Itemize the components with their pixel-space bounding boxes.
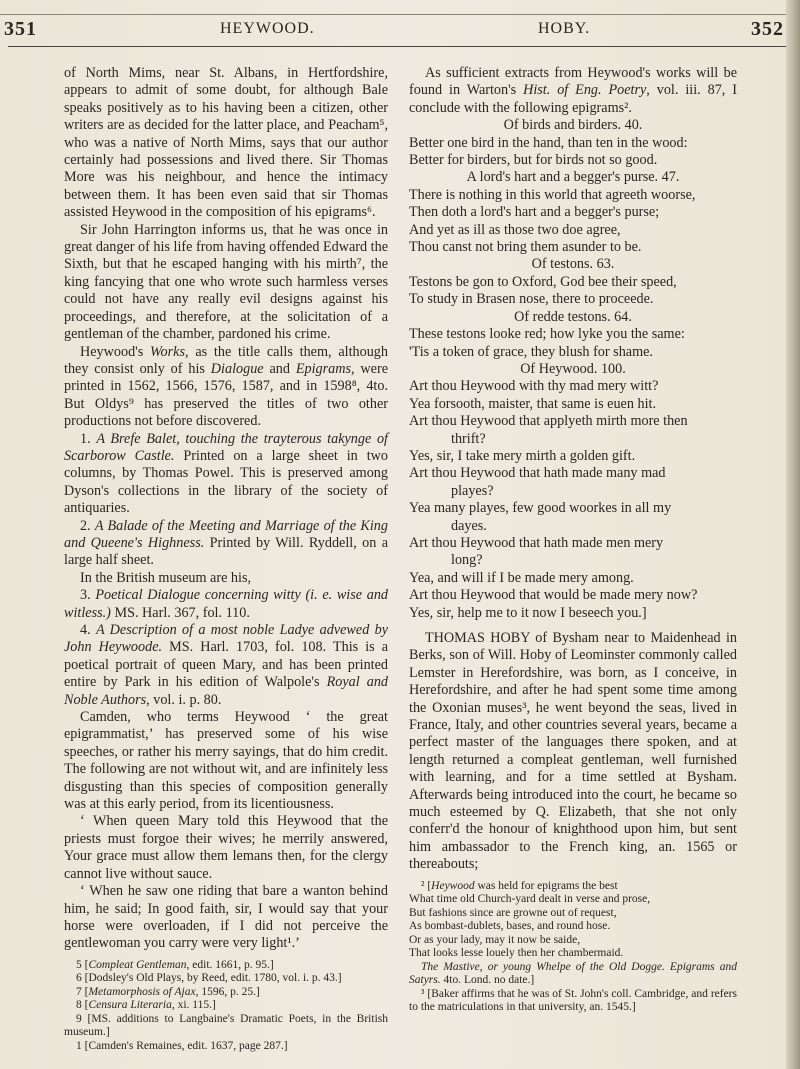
verse-line: long? [451,552,483,569]
verse-line: These testons looke red; how lyke you the same: [409,326,685,343]
footnote-1: 1 [Camden's Remaines, edit. 1637, page 287.] [76,1039,288,1052]
page-number-left: 351 [4,18,37,40]
left-paragraph-2: Sir John Harrington informs us, that he was once in great danger of his life from having offended Edward the Sixth, but that he escaped hanging with his mirth⁷, the king fancying that one who wrote such harmless verses could not have any really evil designs against his proceedings, and therefore, at the solicitation of a gentleman of the chamber, pardoned his crime. [64,221,388,343]
epigram-heading-64: Of redde testons. 64. [514,308,632,325]
verse-line: Art thou Heywood with thy mad mery witt? [409,378,659,395]
running-header [0,20,786,44]
footnote-9: 9 [MS. additions to Langbaine's Dramatic Poets, in the British museum.] [64,1012,388,1039]
verse-line: Yes, sir, help me to it now I beseech you.] [409,604,647,621]
verse-line: dayes. [451,517,487,534]
running-head-right: HOBY. [538,20,591,37]
footnote-2-source: The Mastive, or young Whelpe of the Old Dogge. Epigrams and Satyrs. 4to. Lond. no date.] [409,960,737,987]
list-item-1: 1. A Brefe Balet, touching the trayterous takynge of Scarborow Castle. Printed on a large sheet in two columns, by Thomas Powel. This is preserved among Dyson's collections in the library of the society of antiquaries. [64,430,388,517]
list-item-3: 3. Poetical Dialogue concerning witty (i. e. wise and witless.) MS. Harl. 367, fol. 110. [64,587,389,621]
left-paragraph-6: ‘ When queen Mary told this Heywood that the priests must forgoe their wives; he merrily answered, Your grace must allow them lemans then, for the clergy cannot live without sauce. [64,813,388,882]
footnote-8: 8 [Censura Literaria, xi. 115.] [76,999,216,1012]
footnote-2: ² [Heywood was held for epigrams the best [421,879,618,892]
footnote-verse-line: Or as your lady, may it now be saide, [409,933,581,946]
verse-line: Yes, sir, I take mery mirth a golden gift. [409,447,636,464]
list-item-2: 2. A Balade of the Meeting and Marriage of the King and Queene's Highness. Printed by Will. Ryddell, on a large half sheet. [64,517,388,569]
page-number-right: 352 [751,18,784,40]
right-column [409,65,737,1015]
verse-line: Better for birders, but for birds not so good. [409,152,658,169]
verse-line: Art thou Heywood that applyeth mirth more then [409,413,688,430]
epigram-64 [409,326,737,361]
top-rule [0,14,800,15]
epigram-heading-63: Of testons. 63. [531,256,615,273]
verse-line: Better one bird in the hand, than ten in the wood: [409,134,688,151]
epigram-heading-100: Of Heywood. 100. [520,360,626,377]
verse-line: thrift? [451,430,486,447]
epigram-heading-47: A lord's hart and a begger's purse. 47. [466,169,680,186]
verse-line: Yea, and will if I be made mery among. [409,569,634,586]
verse-line: Art thou Heywood that would be made mery now? [409,587,698,604]
verse-line: To study in Brasen nose, there to proceede. [409,291,654,308]
left-paragraph-5: Camden, who terms Heywood ‘ the great epigrammatist,’ has preserved some of his wise speeches, or rather his merry sayings, that do him credit. The following are not without wit, and are infinitely less disgusting than this species of composition generally was at this early period, from its licentiousness. [64,709,388,813]
footnote-6: 6 [Dodsley's Old Plays, by Reed, edit. 1780, vol. i. p. 43.] [76,972,342,985]
verse-line: Testons be gon to Oxford, God bee their speed, [409,273,677,290]
left-paragraph-7: ‘ When he saw one riding that bare a wanton behind him, he said; In good faith, sir, I would say that your horse were overloaden, if I did not perceive the gentlewoman you carry were very light¹.’ [64,883,388,952]
left-footnotes [64,959,388,1054]
footnote-verse-line: As bombast-dublets, bases, and round hose. [409,920,611,933]
verse-line: playes? [451,482,494,499]
header-rule [8,46,786,47]
left-paragraph-1: of North Mims, near St. Albans, in Hertfordshire, appears to admit of some doubt, for although Bale speaks positively as to his having been a citizen, other writers are as decided for the latter place, and Peacham⁵, who was a native of North Mims, says that our author certainly had possessions and lived there. Sir Thomas More was his neighbour, and hence the intimacy between them. It has been even said that sir Thomas assisted Heywood in the composition of his epigrams⁶. [64,65,388,221]
verse-line: 'Tis a token of grace, they blush for shame. [409,343,653,360]
verse-line: Art thou Heywood that hath made men mery [409,534,664,551]
epigram-100 [409,378,737,622]
footnote-verse-line: What time old Church-yard dealt in verse and prose, [409,893,651,906]
epigram-47 [409,187,737,257]
right-paragraph-1: As sufficient extracts from Heywood's works will be found in Warton's Hist. of Eng. Poetry, vol. iii. 87, I conclude with the following epigrams². [409,65,737,116]
verse-line: Thou canst not bring them asunder to be. [409,239,642,256]
running-head-left: HEYWOOD. [220,20,315,37]
page-edge [786,0,800,1069]
verse-line: Yea many playes, few good woorkes in all my [409,500,672,517]
footnote-5: 5 [Compleat Gentleman, edit. 1661, p. 95.] [76,958,274,971]
footnote-2-verse [409,893,737,961]
epigram-40 [409,135,737,170]
left-column [64,65,388,1053]
footnote-verse-line: But fashions since are growne out of request, [409,906,617,919]
footnote-verse-line: That looks lesse louely then her chambermaid. [409,947,624,960]
list-item-4: 4. A Description of a most noble Ladye advewed by John Heywoode. MS. Harl. 1703, fol. 108. This is a poetical portrait of queen Mary, and has been printed entire by Park in his edition of Walpole's Royal and Noble Authors, vol. i. p. 80. [64,622,389,708]
left-paragraph-4: In the British museum are his, [80,569,252,586]
verse-line: Yea forsooth, maister, that same is euen hit. [409,395,657,412]
footnote-7: 7 [Metamorphosis of Ajax, 1596, p. 25.] [76,985,260,998]
right-paragraph-hoby: THOMAS HOBY of Bysham near to Maidenhead in Berks, son of Will. Hoby of Leominster commonly called Lemster in Herefordshire, was born, as I conceive, in Herefordshire, and after he had spent some time among the Oxonian muses³, he went beyond the seas, lived in France, Italy, and other countries several years, became a perfect master of the languages there spoken, and at length returned a compleat gentleman, well furnished with learning, and for a time settled at Bysham. Afterwards being introduced into the court, he became so much esteemed by Q. Elizabeth, that she not only conferr'd the honour of knighthood upon him, but sent him ambassador to the French king, an. 1565 or thereabouts; [409,630,737,873]
verse-line: Then doth a lord's hart and a begger's purse; [409,204,660,221]
footnote-3: ³ [Baker affirms that he was of St. John's coll. Cambridge, and refers to the matriculations in that university, an. 1545.] [409,987,737,1014]
verse-line: Art thou Heywood that hath made many mad [409,465,666,482]
epigram-63 [409,274,737,309]
right-footnotes [409,880,737,1015]
epigram-heading-40: Of birds and birders. 40. [503,117,643,134]
verse-line: There is nothing in this world that agreeth woorse, [409,186,696,203]
left-paragraph-3: Heywood's Works, as the title calls them, although they consist only of his Dialogue and Epigrams, were printed in 1562, 1566, 1576, 1587, and in 1598⁸, 4to. But Oldys⁹ has preserved the titles of two other productions not before discovered. [64,343,388,430]
verse-line: And yet as ill as those two doe agree, [409,221,621,238]
